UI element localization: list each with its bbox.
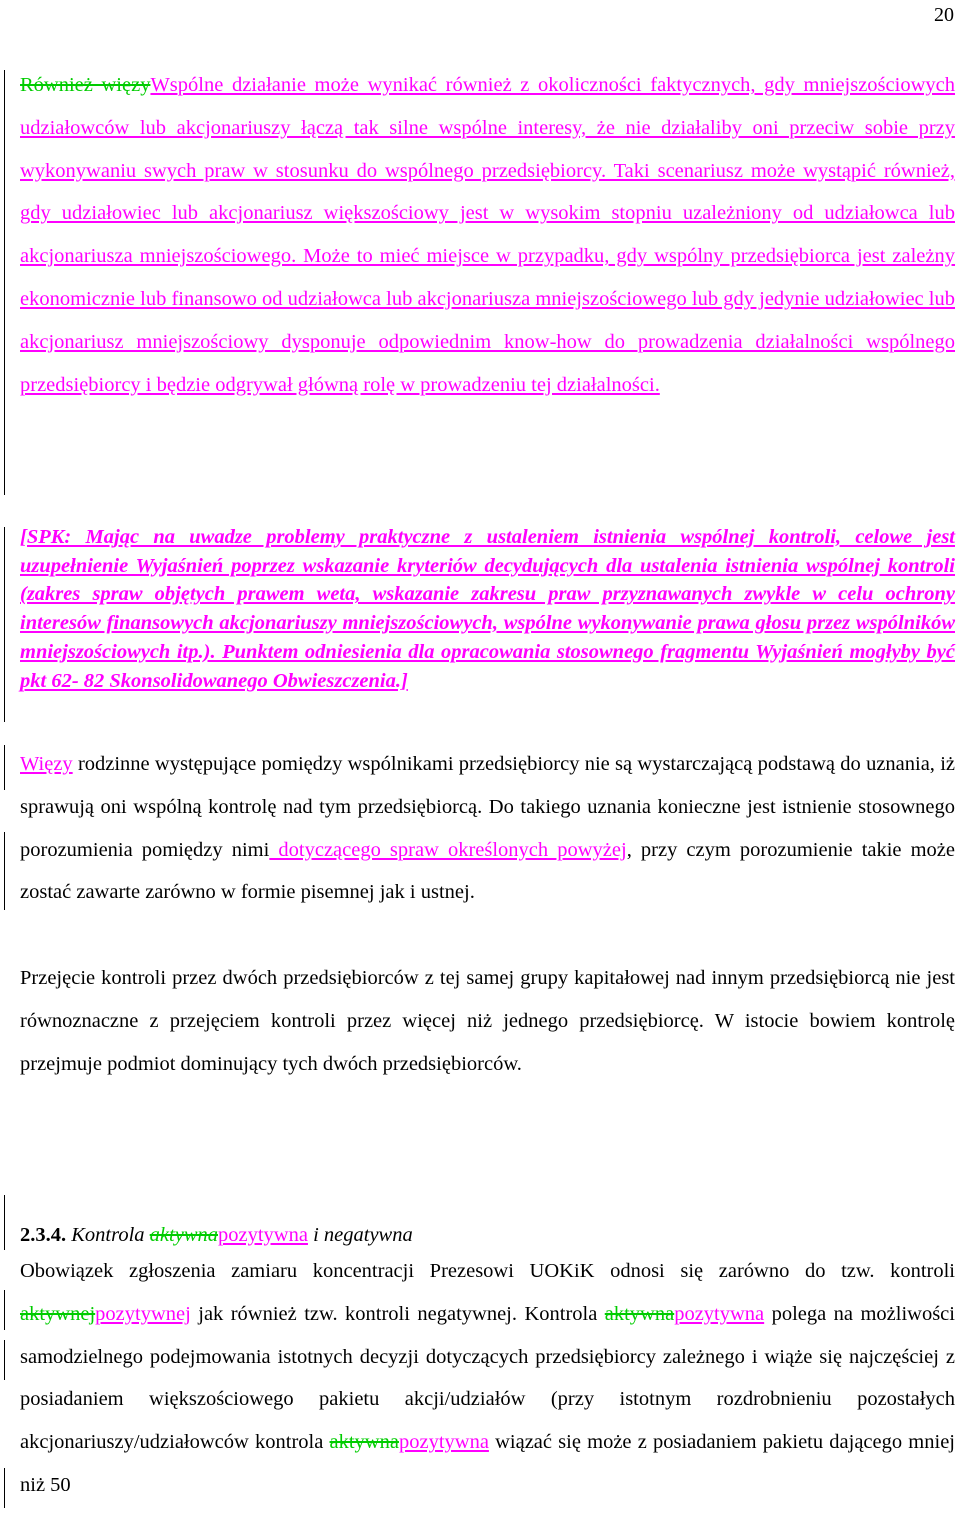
inserted-text: pozytywna: [674, 1302, 765, 1325]
change-bar: [4, 832, 5, 910]
inserted-text: pozytywna: [218, 1224, 308, 1246]
deleted-text: aktywna: [329, 1431, 399, 1454]
change-bar: [4, 70, 5, 495]
page-number: 20: [934, 4, 954, 26]
body-text: Przejęcie kontroli przez dwóch przedsiębiorców z tej samej grupy kapitałowej nad innym przedsiębiorcą nie jest równoznaczne z przejęciem kontroli przez więcej niż jednego przedsiębiorcę. W istocie bowiem kontrolę przejmuje podmiot dominujący tych dwóch przedsiębiorców.: [20, 967, 955, 1075]
deleted-text: aktywna: [604, 1302, 675, 1325]
body-text: , przy czym porozumienie takie może zostać zawarte zarówno w formie pisemnej jak i ustnej.: [20, 838, 956, 904]
change-bar: [4, 1290, 5, 1330]
change-bar: [4, 1340, 5, 1380]
change-bar: [4, 1195, 5, 1250]
section-heading: [20, 1220, 955, 1250]
paragraph-group-control: [20, 957, 955, 1085]
deleted-text: aktywnej: [20, 1302, 96, 1325]
paragraph-joint-action: [20, 64, 955, 406]
reviewer-comment: [20, 523, 955, 695]
comment-text: [SPK: Mając na uwadze problemy praktyczne z ustaleniem istnienia wspólnej kontroli, celowe jest uzupełnienie Wyjaśnień poprzez wskazanie kryteriów decydujących dla ustalenia istnienia wspólnej kontroli (zakres spraw objętych prawem weta, wskazanie zakresu praw przyznawanych zwykle w celu ochrony interesów finansowych akcjonariuszy mniejszościowych, wspólne wykonywanie prawa głosu przez wspólników mniejszościowych itp.). Punktem odniesienia dla opracowania stosownego fragmentu Wyjaśnień mogłyby być pkt 62- 82 Skonsolidowanego Obwieszczenia.]: [20, 526, 955, 692]
change-bar: [4, 527, 5, 722]
section-title: i negatywna: [307, 1224, 413, 1246]
inserted-text: Wspólne działanie może wynikać również z okoliczności faktycznych, gdy mniejszościowych udziałowców lub akcjonariuszy łączą tak silne wspólne interesy, że nie działaliby oni przeciw sobie przy wykonywaniu swych praw w stosunku do wspólnego przedsiębiorcy. Taki scenariusz może wystąpić również, gdy udziałowiec lub akcjonariusz większościowy jest w wysokim stopniu uzależniony od udziałowca lub akcjonariusza mniejszościowego. Może to mieć miejsce w przypadku, gdy wspólny przedsiębiorca jest zależny ekonomicznie lub finansowo od udziałowca lub akcjonariusza mniejszościowego lub gdy jedynie udziałowiec lub akcjonariusz mniejszościowy dysponuje odpowiednim know-how do prowadzenia działalności wspólnego przedsiębiorcy i będzie odgrywał główną rolę w prowadzeniu tej działalności.: [20, 74, 955, 396]
body-text: jak również tzw. kontroli negatywnej. Kontrola: [190, 1302, 605, 1325]
section-title: Kontrola: [66, 1224, 150, 1246]
inserted-text: pozytywnej: [95, 1302, 191, 1325]
deleted-text: aktywna: [149, 1224, 218, 1246]
change-bar: [4, 1468, 5, 1508]
paragraph-family-ties: [20, 743, 955, 914]
change-bar: [4, 745, 5, 790]
body-text: rodzinne występujące pomiędzy wspólnikami przedsiębiorcy nie są wystarczającą podstawą do uznania, iż sprawują oni wspólną kontrolę nad tym przedsiębiorcą. Do takiego uznania konieczne jest istnienie stosownego porozumienia pomiędzy nimi: [20, 753, 955, 861]
inserted-text: dotyczącego spraw określonych powyżej: [269, 838, 627, 861]
body-text: wiązać się może z posiadaniem pakietu dającego mniej niż 50: [20, 1431, 955, 1496]
paragraph-positive-control: [20, 1250, 955, 1507]
inserted-text: Więzy: [20, 753, 73, 775]
body-text: polega na możliwości samodzielnego podejmowania istotnych decyzji dotyczących przedsiębiorcy zależnego i wiąże się najczęściej z posiadaniem większościowego pakietu akcji/udziałów (przy istotnym rozdrobnieniu pozostałych akcjonariuszy/udziałowców kontrola: [20, 1302, 955, 1454]
section-number: 2.3.4.: [20, 1224, 67, 1246]
deleted-text: Również więzy: [20, 74, 151, 96]
inserted-text: pozytywna: [398, 1431, 489, 1454]
body-text: Obowiązek zgłoszenia zamiaru koncentracji Prezesowi UOKiK odnosi się zarówno do tzw. kontroli: [20, 1260, 955, 1282]
